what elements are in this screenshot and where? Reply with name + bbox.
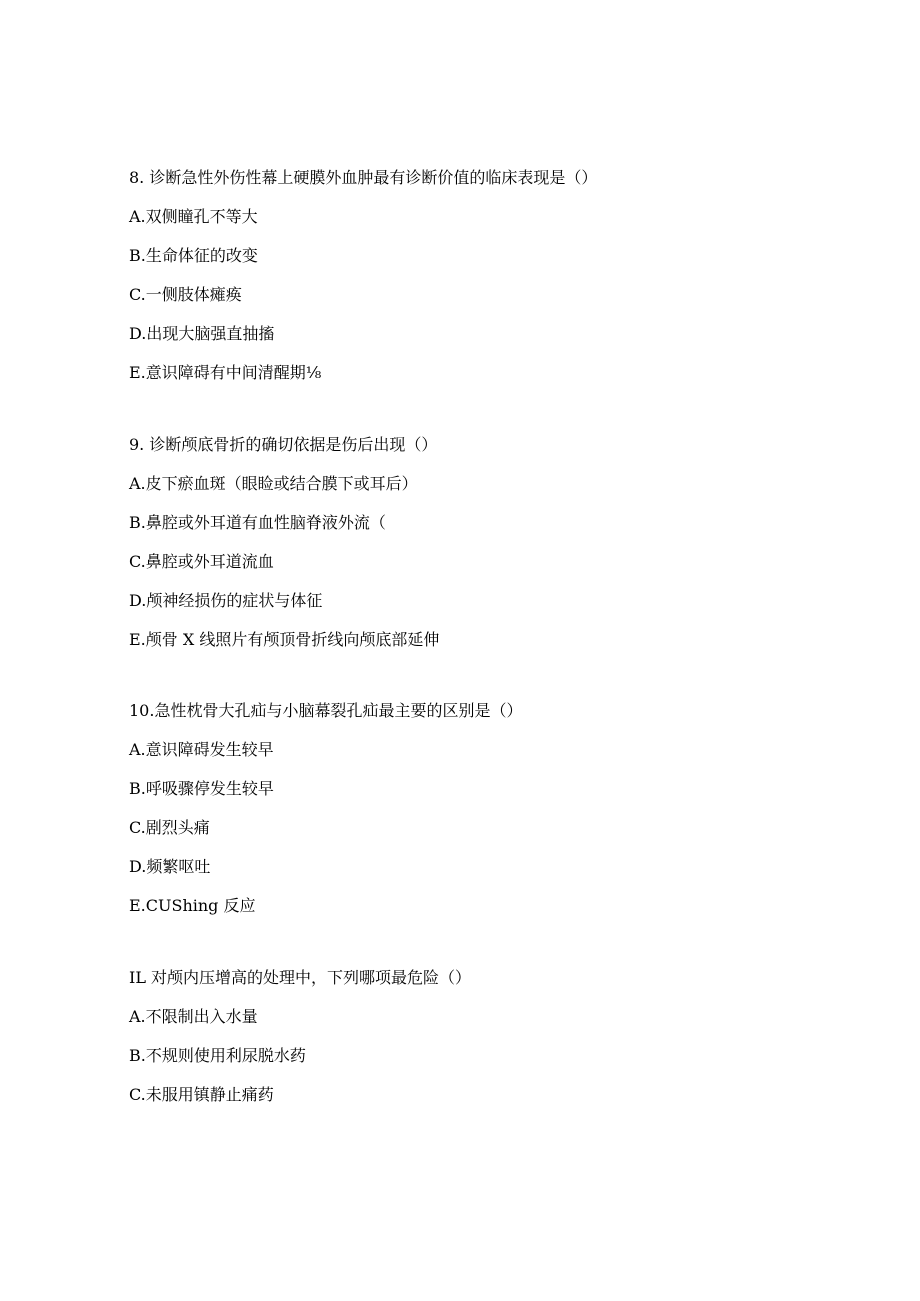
question-9 <box>129 433 829 667</box>
option-d: D.颅神经损伤的症状与体征 <box>129 591 323 610</box>
question-stem: 9. 诊断颅底骨折的确切依据是伤后出现（） <box>129 435 438 454</box>
question-10 <box>129 699 829 933</box>
option-e: E.意识障碍有中间清醒期⅛ <box>129 363 322 382</box>
question-11 <box>129 966 829 1122</box>
option-d: D.频繁呕吐 <box>129 857 211 876</box>
option-c: C.剧烈头痛 <box>129 818 210 837</box>
option-a: A.皮下瘀血斑（眼睑或结合膜下或耳后） <box>129 474 418 493</box>
question-stem: 10.急性枕骨大孔疝与小脑幕裂孔疝最主要的区别是（） <box>129 701 523 720</box>
option-e: E.CUShing 反应 <box>129 896 256 915</box>
question-stem: 8. 诊断急性外伤性幕上硬膜外血肿最有诊断价值的临床表现是（） <box>129 168 598 187</box>
option-a: A.双侧瞳孔不等大 <box>129 207 258 226</box>
option-a: A.不限制出入水量 <box>129 1007 258 1026</box>
question-stem: IL 对颅内压增高的处理中，下列哪项最危险（） <box>129 968 472 987</box>
option-b: B.鼻腔或外耳道有血性脑脊液外流（ <box>129 513 386 532</box>
option-c: C.鼻腔或外耳道流血 <box>129 552 274 571</box>
option-c: C.一侧肢体瘫痪 <box>129 285 242 304</box>
option-b: B.呼吸骤停发生较早 <box>129 779 274 798</box>
option-e: E.颅骨 X 线照片有颅顶骨折线向颅底部延伸 <box>129 630 440 649</box>
option-b: B.不规则使用利尿脱水药 <box>129 1046 306 1065</box>
option-a: A.意识障碍发生较早 <box>129 740 274 759</box>
option-c: C.未服用镇静止痛药 <box>129 1085 274 1104</box>
option-d: D.出现大脑强直抽搐 <box>129 324 275 343</box>
question-8 <box>129 166 829 400</box>
option-b: B.生命体征的改变 <box>129 246 258 265</box>
